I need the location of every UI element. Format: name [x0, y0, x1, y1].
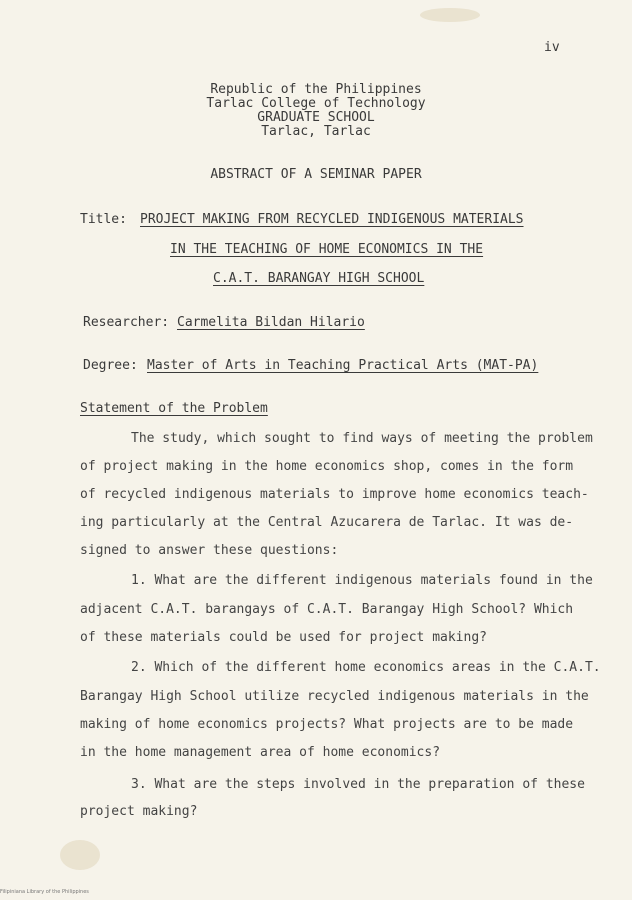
page-number: iv	[544, 40, 560, 55]
body-line: Barangay High School utilize recycled indigenous materials in the	[80, 689, 589, 704]
body-line: project making?	[80, 804, 198, 819]
title-line-2: IN THE TEACHING OF HOME ECONOMICS IN THE	[170, 242, 484, 257]
body-line: ing particularly at the Central Azucarera de Tarlac. It was de-	[80, 515, 574, 530]
body-line: The study, which sought to find ways of meeting the problem	[131, 431, 593, 446]
researcher-name: Carmelita Bildan Hilario	[177, 315, 365, 330]
body-line: of recycled indigenous materials to improve home economics teach-	[80, 487, 589, 502]
title-label: Title:	[80, 212, 127, 227]
body-line: in the home management area of home economics?	[80, 745, 441, 760]
header-line-2: Tarlac College of Technology	[206, 96, 426, 111]
body-line: of project making in the home economics shop, comes in the form	[80, 459, 574, 474]
body-line: signed to answer these questions:	[80, 543, 339, 558]
body-line: of these materials could be used for project making?	[80, 630, 487, 645]
researcher-label: Researcher:	[83, 315, 170, 330]
body-line: 2. Which of the different home economics areas in the C.A.T.	[131, 660, 601, 675]
paper-stain	[60, 840, 100, 870]
body-line: adjacent C.A.T. barangays of C.A.T. Barangay High School? Which	[80, 602, 574, 617]
abstract-heading: ABSTRACT OF A SEMINAR PAPER	[210, 167, 422, 182]
paper-stain	[420, 8, 480, 22]
title-line-1: PROJECT MAKING FROM RECYCLED INDIGENOUS MATERIALS	[140, 212, 524, 227]
degree-label: Degree:	[83, 358, 138, 373]
header-line-3: GRADUATE SCHOOL	[257, 110, 375, 125]
footer-stamp: Filipiniana Library of the Philippines	[0, 889, 89, 895]
section-heading: Statement of the Problem	[80, 401, 268, 416]
header-line-1: Republic of the Philippines	[210, 82, 422, 97]
header-line-4: Tarlac, Tarlac	[261, 124, 371, 139]
body-line: 1. What are the different indigenous materials found in the	[131, 573, 593, 588]
body-line: making of home economics projects? What projects are to be made	[80, 717, 574, 732]
degree-value: Master of Arts in Teaching Practical Arts (MAT-PA)	[147, 358, 539, 373]
body-line: 3. What are the steps involved in the preparation of these	[131, 777, 585, 792]
title-line-3: C.A.T. BARANGAY HIGH SCHOOL	[213, 271, 425, 286]
